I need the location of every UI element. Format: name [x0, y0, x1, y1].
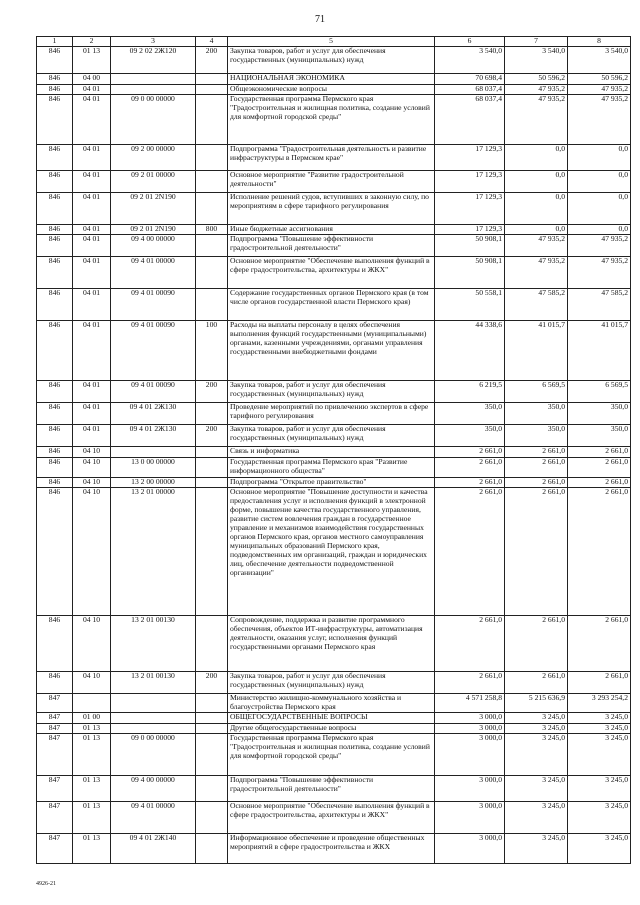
- section-code-cell: 04 01: [73, 145, 111, 171]
- amount-2022-cell: 41 015,7: [505, 321, 568, 381]
- amount-2021-cell: 3 540,0: [435, 47, 505, 74]
- expense-type-cell: 800: [196, 225, 228, 235]
- amount-2023-cell: 3 245,0: [568, 833, 631, 863]
- amount-2023-cell: 47 585,2: [568, 289, 631, 321]
- section-code-cell: 04 01: [73, 321, 111, 381]
- description-cell: Государственная программа Пермского края "Градостроительная и жилищная политика, создание условий для комфортной городской среды": [228, 733, 435, 775]
- amount-2021-cell: 3 000,0: [435, 712, 505, 723]
- admin-code-cell: 846: [37, 381, 73, 403]
- description-cell: Исполнение решений судов, вступивших в законную силу, по мероприятиям в сфере тарифного регулирования: [228, 193, 435, 225]
- amount-2023-cell: 6 569,5: [568, 381, 631, 403]
- amount-2022-cell: 3 245,0: [505, 801, 568, 833]
- amount-2021-cell: 68 037,4: [435, 95, 505, 145]
- section-code-cell: 04 10: [73, 458, 111, 478]
- description-cell: Основное мероприятие "Обеспечение выполнения функций в сфере градостроительства, архитектуры и ЖКХ": [228, 801, 435, 833]
- amount-2022-cell: 0,0: [505, 225, 568, 235]
- amount-2023-cell: 3 245,0: [568, 733, 631, 775]
- amount-2021-cell: 6 219,5: [435, 381, 505, 403]
- amount-2023-cell: 50 596,2: [568, 74, 631, 85]
- amount-2023-cell: 2 661,0: [568, 672, 631, 694]
- target-article-cell: 13 2 01 00130: [111, 616, 196, 672]
- admin-code-cell: 846: [37, 616, 73, 672]
- expense-type-cell: [196, 733, 228, 775]
- admin-code-cell: 846: [37, 225, 73, 235]
- table-row: [37, 257, 631, 289]
- admin-code-cell: 846: [37, 321, 73, 381]
- admin-code-cell: 846: [37, 257, 73, 289]
- amount-2021-cell: 68 037,4: [435, 85, 505, 95]
- admin-code-cell: 846: [37, 478, 73, 488]
- admin-code-cell: 846: [37, 145, 73, 171]
- expense-type-cell: 200: [196, 47, 228, 74]
- amount-2022-cell: 2 661,0: [505, 458, 568, 478]
- table-row: [37, 672, 631, 694]
- section-code-cell: 04 01: [73, 257, 111, 289]
- section-code-cell: 04 10: [73, 447, 111, 458]
- target-article-cell: 09 4 00 00000: [111, 775, 196, 801]
- amount-2021-cell: 350,0: [435, 403, 505, 425]
- target-article-cell: 13 2 01 00130: [111, 672, 196, 694]
- section-code-cell: 04 01: [73, 425, 111, 447]
- expense-type-cell: [196, 235, 228, 257]
- expense-type-cell: [196, 723, 228, 733]
- amount-2023-cell: 350,0: [568, 425, 631, 447]
- target-article-cell: 09 2 01 2N190: [111, 225, 196, 235]
- amount-2023-cell: 47 935,2: [568, 235, 631, 257]
- column-header-6: 6: [435, 37, 505, 47]
- admin-code-cell: 847: [37, 775, 73, 801]
- amount-2023-cell: 350,0: [568, 403, 631, 425]
- section-code-cell: [73, 694, 111, 713]
- amount-2021-cell: 350,0: [435, 425, 505, 447]
- description-cell: Основное мероприятие "Повышение доступности и качества предоставления услуг и исполнения функций в электронной форме, повышение качества государственного управления, развитие систем вовлечения граждан в государственное управление и механизмов взаимодействия государственных органов Пермского края, органов местного самоуправления муниципальных образований Пермского края, подведомственных им организаций, граждан и юридических лиц, обеспечение деятельности подведомственной организации": [228, 488, 435, 616]
- table-row: [37, 85, 631, 95]
- column-header-4: 4: [196, 37, 228, 47]
- target-article-cell: 13 0 00 00000: [111, 458, 196, 478]
- amount-2022-cell: 47 935,2: [505, 257, 568, 289]
- table-row: [37, 733, 631, 775]
- amount-2021-cell: 3 000,0: [435, 723, 505, 733]
- table-row: [37, 447, 631, 458]
- description-cell: Расходы на выплаты персоналу в целях обеспечения выполнения функций государственными (муниципальными) органами, казенными учреждениями, органами управления государственными внебюджетными фондами: [228, 321, 435, 381]
- description-cell: Иные бюджетные ассигнования: [228, 225, 435, 235]
- table-row: [37, 235, 631, 257]
- table-row: [37, 488, 631, 616]
- expense-type-cell: [196, 403, 228, 425]
- amount-2023-cell: 2 661,0: [568, 447, 631, 458]
- target-article-cell: 09 4 01 00000: [111, 801, 196, 833]
- target-article-cell: [111, 447, 196, 458]
- expense-type-cell: [196, 95, 228, 145]
- admin-code-cell: 847: [37, 694, 73, 713]
- amount-2023-cell: 3 245,0: [568, 801, 631, 833]
- amount-2023-cell: 47 935,2: [568, 95, 631, 145]
- amount-2022-cell: 0,0: [505, 193, 568, 225]
- amount-2021-cell: 2 661,0: [435, 672, 505, 694]
- description-cell: Министерство жилищно-коммунального хозяйства и благоустройства Пермского края: [228, 694, 435, 713]
- table-row: [37, 775, 631, 801]
- admin-code-cell: 846: [37, 403, 73, 425]
- target-article-cell: 09 0 00 00000: [111, 733, 196, 775]
- admin-code-cell: 846: [37, 47, 73, 74]
- admin-code-cell: 846: [37, 85, 73, 95]
- admin-code-cell: 846: [37, 289, 73, 321]
- description-cell: Сопровождение, поддержка и развитие программного обеспечения, объектов ИТ-инфраструктуры, автоматизация деятельности, оказания услуг, исполнения функций государственными органами Пермского края: [228, 616, 435, 672]
- admin-code-cell: 847: [37, 833, 73, 863]
- amount-2021-cell: 2 661,0: [435, 458, 505, 478]
- target-article-cell: 09 2 00 00000: [111, 145, 196, 171]
- table-row: [37, 801, 631, 833]
- table-row: [37, 95, 631, 145]
- description-cell: Основное мероприятие "Обеспечение выполнения функций в сфере градостроительства, архитектуры и ЖКХ": [228, 257, 435, 289]
- expense-type-cell: [196, 712, 228, 723]
- amount-2021-cell: 17 129,3: [435, 171, 505, 193]
- expense-type-cell: [196, 74, 228, 85]
- section-code-cell: 04 01: [73, 95, 111, 145]
- amount-2023-cell: 0,0: [568, 171, 631, 193]
- target-article-cell: 09 4 01 00000: [111, 257, 196, 289]
- target-article-cell: [111, 694, 196, 713]
- amount-2021-cell: 50 558,1: [435, 289, 505, 321]
- table-row: [37, 712, 631, 723]
- amount-2021-cell: 3 000,0: [435, 733, 505, 775]
- section-code-cell: 04 01: [73, 193, 111, 225]
- table-row: [37, 381, 631, 403]
- target-article-cell: 13 2 01 00000: [111, 488, 196, 616]
- amount-2023-cell: 47 935,2: [568, 257, 631, 289]
- target-article-cell: 09 2 01 00000: [111, 171, 196, 193]
- admin-code-cell: 846: [37, 193, 73, 225]
- amount-2022-cell: 3 245,0: [505, 723, 568, 733]
- amount-2023-cell: 2 661,0: [568, 488, 631, 616]
- amount-2021-cell: 50 908,1: [435, 257, 505, 289]
- expense-type-cell: [196, 694, 228, 713]
- amount-2022-cell: 5 215 636,9: [505, 694, 568, 713]
- amount-2022-cell: 47 935,2: [505, 235, 568, 257]
- description-cell: Другие общегосударственные вопросы: [228, 723, 435, 733]
- section-code-cell: 04 10: [73, 616, 111, 672]
- description-cell: НАЦИОНАЛЬНАЯ ЭКОНОМИКА: [228, 74, 435, 85]
- section-code-cell: 01 13: [73, 733, 111, 775]
- amount-2023-cell: 2 661,0: [568, 458, 631, 478]
- amount-2021-cell: 2 661,0: [435, 447, 505, 458]
- table-row: [37, 171, 631, 193]
- amount-2021-cell: 17 129,3: [435, 145, 505, 171]
- table-row: [37, 225, 631, 235]
- description-cell: Закупка товаров, работ и услуг для обеспечения государственных (муниципальных) нужд: [228, 47, 435, 74]
- expense-type-cell: [196, 478, 228, 488]
- column-header-7: 7: [505, 37, 568, 47]
- description-cell: Основное мероприятие "Развитие градостроительной деятельности": [228, 171, 435, 193]
- amount-2021-cell: 4 571 258,8: [435, 694, 505, 713]
- amount-2022-cell: 2 661,0: [505, 488, 568, 616]
- target-article-cell: [111, 85, 196, 95]
- target-article-cell: 09 4 01 00090: [111, 381, 196, 403]
- target-article-cell: [111, 712, 196, 723]
- admin-code-cell: 846: [37, 74, 73, 85]
- amount-2022-cell: 3 540,0: [505, 47, 568, 74]
- amount-2021-cell: 50 908,1: [435, 235, 505, 257]
- expense-type-cell: [196, 289, 228, 321]
- table-row: [37, 321, 631, 381]
- description-cell: Проведение мероприятий по привлечению экспертов в сфере тарифного регулирования: [228, 403, 435, 425]
- expense-type-cell: 200: [196, 425, 228, 447]
- amount-2022-cell: 350,0: [505, 425, 568, 447]
- amount-2022-cell: 2 661,0: [505, 672, 568, 694]
- section-code-cell: 01 00: [73, 712, 111, 723]
- amount-2022-cell: 3 245,0: [505, 833, 568, 863]
- admin-code-cell: 846: [37, 171, 73, 193]
- amount-2021-cell: 44 338,6: [435, 321, 505, 381]
- admin-code-cell: 847: [37, 723, 73, 733]
- description-cell: Связь и информатика: [228, 447, 435, 458]
- description-cell: Государственная программа Пермского края "Градостроительная и жилищная политика, создание условий для комфортной городской среды": [228, 95, 435, 145]
- target-article-cell: 09 4 00 00000: [111, 235, 196, 257]
- target-article-cell: 09 2 02 2Ж120: [111, 47, 196, 74]
- expense-type-cell: [196, 145, 228, 171]
- target-article-cell: 09 4 01 2Ж140: [111, 833, 196, 863]
- section-code-cell: 04 01: [73, 225, 111, 235]
- table-row: [37, 47, 631, 74]
- admin-code-cell: 846: [37, 447, 73, 458]
- description-cell: Информационное обеспечение и проведение общественных мероприятий в сфере градостроительства и ЖКХ: [228, 833, 435, 863]
- amount-2021-cell: 2 661,0: [435, 488, 505, 616]
- column-header-5: 5: [228, 37, 435, 47]
- amount-2022-cell: 3 245,0: [505, 733, 568, 775]
- column-header-3: 3: [111, 37, 196, 47]
- amount-2022-cell: 47 585,2: [505, 289, 568, 321]
- target-article-cell: 09 4 01 00090: [111, 289, 196, 321]
- amount-2022-cell: 0,0: [505, 171, 568, 193]
- column-header-2: 2: [73, 37, 111, 47]
- table-row: [37, 458, 631, 478]
- description-cell: Подпрограмма "Повышение эффективности градостроительной деятельности": [228, 775, 435, 801]
- table-row: [37, 74, 631, 85]
- amount-2021-cell: 2 661,0: [435, 616, 505, 672]
- amount-2022-cell: 0,0: [505, 145, 568, 171]
- section-code-cell: 01 13: [73, 833, 111, 863]
- expense-type-cell: [196, 616, 228, 672]
- amount-2023-cell: 3 293 254,2: [568, 694, 631, 713]
- section-code-cell: 04 01: [73, 85, 111, 95]
- admin-code-cell: 847: [37, 712, 73, 723]
- description-cell: Закупка товаров, работ и услуг для обеспечения государственных (муниципальных) нужд: [228, 425, 435, 447]
- description-cell: Закупка товаров, работ и услуг для обеспечения государственных (муниципальных) нужд: [228, 672, 435, 694]
- amount-2022-cell: 47 935,2: [505, 85, 568, 95]
- table-row: [37, 478, 631, 488]
- expense-type-cell: 200: [196, 672, 228, 694]
- amount-2023-cell: 3 540,0: [568, 47, 631, 74]
- amount-2021-cell: 17 129,3: [435, 193, 505, 225]
- expense-type-cell: [196, 447, 228, 458]
- admin-code-cell: 847: [37, 733, 73, 775]
- amount-2021-cell: 17 129,3: [435, 225, 505, 235]
- amount-2021-cell: 2 661,0: [435, 478, 505, 488]
- description-cell: Общеэкономические вопросы: [228, 85, 435, 95]
- amount-2023-cell: 3 245,0: [568, 712, 631, 723]
- amount-2023-cell: 0,0: [568, 193, 631, 225]
- table-row: [37, 694, 631, 713]
- target-article-cell: 09 2 01 2N190: [111, 193, 196, 225]
- section-code-cell: 01 13: [73, 47, 111, 74]
- target-article-cell: 09 4 01 00090: [111, 321, 196, 381]
- description-cell: Содержание государственных органов Пермского края (в том числе органов государственной власти Пермского края): [228, 289, 435, 321]
- description-cell: ОБЩЕГОСУДАРСТВЕННЫЕ ВОПРОСЫ: [228, 712, 435, 723]
- amount-2022-cell: 6 569,5: [505, 381, 568, 403]
- description-cell: Подпрограмма "Повышение эффективности градостроительной деятельности": [228, 235, 435, 257]
- section-code-cell: 01 13: [73, 775, 111, 801]
- amount-2023-cell: 3 245,0: [568, 775, 631, 801]
- section-code-cell: 04 01: [73, 381, 111, 403]
- amount-2023-cell: 41 015,7: [568, 321, 631, 381]
- expense-type-cell: [196, 85, 228, 95]
- amount-2021-cell: 3 000,0: [435, 801, 505, 833]
- description-cell: Подпрограмма "Градостроительная деятельность и развитие инфраструктуры в Пермском крае": [228, 145, 435, 171]
- amount-2023-cell: 0,0: [568, 145, 631, 171]
- amount-2022-cell: 2 661,0: [505, 616, 568, 672]
- table-row: [37, 403, 631, 425]
- amount-2022-cell: 3 245,0: [505, 712, 568, 723]
- expense-type-cell: [196, 171, 228, 193]
- amount-2022-cell: 2 661,0: [505, 478, 568, 488]
- section-code-cell: 04 10: [73, 478, 111, 488]
- column-header-1: 1: [37, 37, 73, 47]
- description-cell: Подпрограмма "Открытое правительство": [228, 478, 435, 488]
- expense-type-cell: 100: [196, 321, 228, 381]
- amount-2023-cell: 3 245,0: [568, 723, 631, 733]
- table-row: [37, 425, 631, 447]
- target-article-cell: 09 4 01 2Ж130: [111, 403, 196, 425]
- target-article-cell: [111, 723, 196, 733]
- section-code-cell: 04 01: [73, 289, 111, 321]
- section-code-cell: 04 00: [73, 74, 111, 85]
- section-code-cell: 04 01: [73, 235, 111, 257]
- amount-2021-cell: 3 000,0: [435, 833, 505, 863]
- amount-2023-cell: 47 935,2: [568, 85, 631, 95]
- admin-code-cell: 846: [37, 458, 73, 478]
- description-cell: Закупка товаров, работ и услуг для обеспечения государственных (муниципальных) нужд: [228, 381, 435, 403]
- section-code-cell: 04 01: [73, 171, 111, 193]
- section-code-cell: 04 10: [73, 672, 111, 694]
- admin-code-cell: 846: [37, 488, 73, 616]
- table-row: [37, 616, 631, 672]
- amount-2021-cell: 3 000,0: [435, 775, 505, 801]
- expense-type-cell: [196, 775, 228, 801]
- table-row: [37, 723, 631, 733]
- target-article-cell: [111, 74, 196, 85]
- amount-2023-cell: 2 661,0: [568, 478, 631, 488]
- admin-code-cell: 846: [37, 425, 73, 447]
- admin-code-cell: 846: [37, 235, 73, 257]
- amount-2023-cell: 0,0: [568, 225, 631, 235]
- amount-2022-cell: 3 245,0: [505, 775, 568, 801]
- section-code-cell: 04 01: [73, 403, 111, 425]
- admin-code-cell: 847: [37, 801, 73, 833]
- expense-type-cell: [196, 801, 228, 833]
- table-row: [37, 145, 631, 171]
- amount-2021-cell: 70 698,4: [435, 74, 505, 85]
- table-row: [37, 833, 631, 863]
- expense-type-cell: [196, 257, 228, 289]
- admin-code-cell: 846: [37, 672, 73, 694]
- expense-type-cell: 200: [196, 381, 228, 403]
- expense-type-cell: [196, 488, 228, 616]
- table-row: [37, 289, 631, 321]
- description-cell: Государственная программа Пермского края "Развитие информационного общества": [228, 458, 435, 478]
- amount-2023-cell: 2 661,0: [568, 616, 631, 672]
- expense-type-cell: [196, 458, 228, 478]
- expense-type-cell: [196, 193, 228, 225]
- page-number: 71: [315, 14, 325, 25]
- amount-2022-cell: 2 661,0: [505, 447, 568, 458]
- section-code-cell: 04 10: [73, 488, 111, 616]
- table-row: [37, 193, 631, 225]
- amount-2022-cell: 50 596,2: [505, 74, 568, 85]
- admin-code-cell: 846: [37, 95, 73, 145]
- footer-code: 4926-21: [36, 881, 56, 887]
- section-code-cell: 01 13: [73, 801, 111, 833]
- table-body: [37, 47, 631, 864]
- column-number-row: [37, 37, 631, 47]
- target-article-cell: 13 2 00 00000: [111, 478, 196, 488]
- target-article-cell: 09 0 00 00000: [111, 95, 196, 145]
- column-header-8: 8: [568, 37, 631, 47]
- amount-2022-cell: 350,0: [505, 403, 568, 425]
- expense-type-cell: [196, 833, 228, 863]
- amount-2022-cell: 47 935,2: [505, 95, 568, 145]
- section-code-cell: 01 13: [73, 723, 111, 733]
- budget-table: [36, 36, 631, 864]
- target-article-cell: 09 4 01 2Ж130: [111, 425, 196, 447]
